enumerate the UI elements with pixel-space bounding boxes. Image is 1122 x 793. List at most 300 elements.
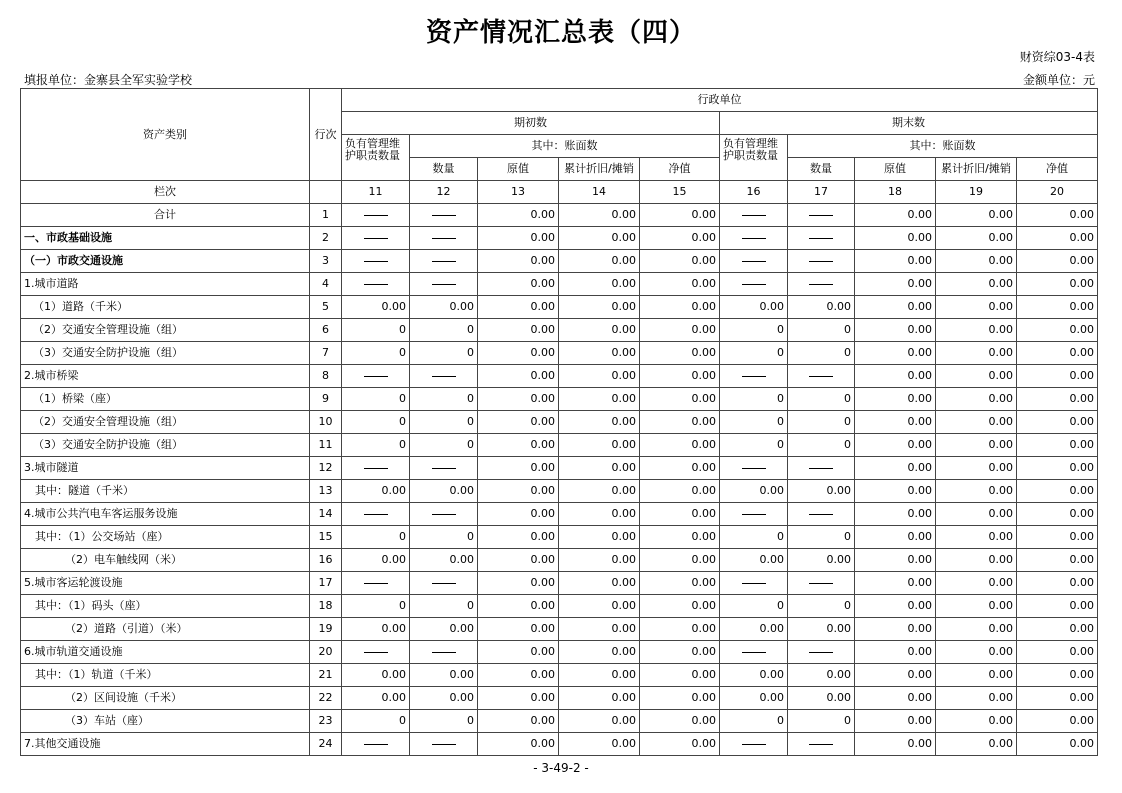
value-cell: 0: [342, 342, 410, 365]
value-cell: 0.00: [936, 641, 1017, 664]
value-cell: 0.00: [559, 687, 640, 710]
value-cell: 0.00: [1017, 664, 1098, 687]
value-cell: 0: [342, 411, 410, 434]
value-cell: 0.00: [855, 549, 936, 572]
value-cell: 0.00: [478, 411, 559, 434]
accum-depr-header-start: 累计折旧/摊销: [559, 158, 640, 181]
not-applicable-cell: [342, 641, 410, 664]
dash-mark: [809, 376, 833, 377]
dash-mark: [809, 468, 833, 469]
value-cell: 0: [410, 319, 478, 342]
asset-category-cell: 一、市政基础设施: [21, 227, 310, 250]
value-cell: 0.00: [855, 296, 936, 319]
row-number-cell: 15: [310, 526, 342, 549]
row-number-cell: 2: [310, 227, 342, 250]
dash-mark: [432, 261, 456, 262]
value-cell: 0.00: [559, 250, 640, 273]
value-cell: 0.00: [936, 664, 1017, 687]
asset-category-cell: 其中：（1）轨道（千米）: [21, 664, 310, 687]
value-cell: 0.00: [936, 457, 1017, 480]
row-number-cell: 10: [310, 411, 342, 434]
value-cell: 0.00: [342, 687, 410, 710]
dash-mark: [432, 514, 456, 515]
not-applicable-cell: [410, 733, 478, 756]
value-cell: 0.00: [640, 641, 720, 664]
value-cell: 0: [788, 526, 855, 549]
dash-mark: [809, 238, 833, 239]
row-number-cell: 9: [310, 388, 342, 411]
not-applicable-cell: [788, 365, 855, 388]
value-cell: 0.00: [478, 204, 559, 227]
value-cell: 0.00: [559, 342, 640, 365]
value-cell: 0.00: [640, 250, 720, 273]
asset-category-cell: 合计: [21, 204, 310, 227]
value-cell: 0.00: [640, 365, 720, 388]
value-cell: 0.00: [1017, 434, 1098, 457]
not-applicable-cell: [342, 273, 410, 296]
asset-category-cell: 1.城市道路: [21, 273, 310, 296]
value-cell: 0.00: [855, 319, 936, 342]
value-cell: 0.00: [478, 549, 559, 572]
asset-category-cell: （2）电车触线网（米）: [21, 549, 310, 572]
value-cell: 0: [720, 342, 788, 365]
row-number-cell: 4: [310, 273, 342, 296]
value-cell: 0.00: [559, 664, 640, 687]
dash-mark: [742, 652, 766, 653]
col-number: 12: [410, 181, 478, 204]
value-cell: 0.00: [855, 618, 936, 641]
value-cell: 0.00: [559, 296, 640, 319]
not-applicable-cell: [720, 365, 788, 388]
book-value-header-end: 其中：账面数: [788, 135, 1098, 158]
value-cell: 0: [720, 411, 788, 434]
value-cell: 0.00: [855, 733, 936, 756]
dash-mark: [432, 238, 456, 239]
col-number: 13: [478, 181, 559, 204]
dash-mark: [742, 261, 766, 262]
value-cell: 0.00: [559, 595, 640, 618]
table-row: [21, 733, 1098, 756]
value-cell: 0.00: [478, 250, 559, 273]
value-cell: 0: [788, 342, 855, 365]
value-cell: 0.00: [478, 687, 559, 710]
asset-category-cell: 7.其他交通设施: [21, 733, 310, 756]
value-cell: 0: [788, 595, 855, 618]
value-cell: 0.00: [855, 503, 936, 526]
row-number-cell: 14: [310, 503, 342, 526]
value-cell: 0.00: [855, 641, 936, 664]
dash-mark: [364, 215, 388, 216]
asset-category-cell: （2）交通安全管理设施（组）: [21, 319, 310, 342]
value-cell: 0: [720, 526, 788, 549]
value-cell: 0: [410, 342, 478, 365]
value-cell: 0.00: [1017, 227, 1098, 250]
value-cell: 0.00: [640, 434, 720, 457]
value-cell: 0.00: [855, 342, 936, 365]
value-cell: 0.00: [342, 480, 410, 503]
value-cell: 0: [342, 526, 410, 549]
value-cell: 0.00: [855, 388, 936, 411]
value-cell: 0.00: [1017, 572, 1098, 595]
value-cell: 0.00: [855, 273, 936, 296]
value-cell: 0: [788, 411, 855, 434]
dash-mark: [742, 514, 766, 515]
dash-mark: [809, 284, 833, 285]
dash-mark: [742, 284, 766, 285]
not-applicable-cell: [410, 457, 478, 480]
not-applicable-cell: [788, 204, 855, 227]
dash-mark: [809, 652, 833, 653]
value-cell: 0.00: [936, 411, 1017, 434]
value-cell: 0.00: [478, 710, 559, 733]
admin-unit-header: 行政单位: [342, 89, 1098, 112]
value-cell: 0.00: [855, 687, 936, 710]
dash-mark: [742, 583, 766, 584]
value-cell: 0.00: [788, 664, 855, 687]
value-cell: 0.00: [410, 480, 478, 503]
dash-mark: [432, 284, 456, 285]
column-label-empty-cell: [310, 181, 342, 204]
table-row: [21, 227, 1098, 250]
value-cell: 0.00: [640, 710, 720, 733]
value-cell: 0: [788, 388, 855, 411]
asset-category-cell: （2）道路（引道）（米）: [21, 618, 310, 641]
value-cell: 0.00: [559, 618, 640, 641]
value-cell: 0.00: [478, 296, 559, 319]
value-cell: 0.00: [720, 664, 788, 687]
table-row: [21, 687, 1098, 710]
value-cell: 0.00: [559, 710, 640, 733]
value-cell: 0.00: [855, 457, 936, 480]
value-cell: 0.00: [559, 641, 640, 664]
value-cell: 0.00: [640, 503, 720, 526]
value-cell: 0.00: [936, 388, 1017, 411]
value-cell: 0.00: [936, 480, 1017, 503]
value-cell: 0.00: [720, 618, 788, 641]
value-cell: 0.00: [855, 411, 936, 434]
value-cell: 0.00: [855, 250, 936, 273]
value-cell: 0.00: [936, 687, 1017, 710]
value-cell: 0.00: [936, 319, 1017, 342]
report-title: 资产情况汇总表（四）: [425, 18, 696, 48]
asset-category-cell: （3）交通安全防护设施（组）: [21, 342, 310, 365]
value-cell: 0.00: [559, 549, 640, 572]
column-label-header: 栏次: [21, 181, 310, 204]
value-cell: 0.00: [1017, 618, 1098, 641]
value-cell: 0: [720, 434, 788, 457]
row-number-cell: 6: [310, 319, 342, 342]
col-number: 15: [640, 181, 720, 204]
row-number-cell: 11: [310, 434, 342, 457]
page-number: - 3-49-2 -: [533, 761, 589, 775]
value-cell: 0.00: [478, 664, 559, 687]
period-start-header: 期初数: [342, 112, 720, 135]
qty-responsible-header-end: 负有管理维护职责数量: [720, 135, 788, 181]
dash-mark: [809, 744, 833, 745]
value-cell: 0.00: [788, 687, 855, 710]
dash-mark: [742, 468, 766, 469]
not-applicable-cell: [410, 227, 478, 250]
value-cell: 0.00: [478, 273, 559, 296]
asset-category-cell: 6.城市轨道交通设施: [21, 641, 310, 664]
value-cell: 0: [720, 319, 788, 342]
value-cell: 0.00: [478, 733, 559, 756]
value-cell: 0.00: [559, 457, 640, 480]
table-row: [21, 549, 1098, 572]
value-cell: 0.00: [410, 549, 478, 572]
row-no-header: 行次: [310, 89, 342, 181]
table-row: [21, 526, 1098, 549]
table-row: [21, 296, 1098, 319]
value-cell: 0.00: [640, 388, 720, 411]
value-cell: 0.00: [1017, 319, 1098, 342]
value-cell: 0: [788, 710, 855, 733]
value-cell: 0: [720, 388, 788, 411]
row-number-cell: 8: [310, 365, 342, 388]
not-applicable-cell: [342, 503, 410, 526]
value-cell: 0.00: [936, 733, 1017, 756]
row-number-cell: 23: [310, 710, 342, 733]
not-applicable-cell: [720, 457, 788, 480]
value-cell: 0.00: [640, 549, 720, 572]
not-applicable-cell: [410, 273, 478, 296]
value-cell: 0.00: [788, 549, 855, 572]
book-value-header-start: 其中：账面数: [410, 135, 720, 158]
row-number-cell: 1: [310, 204, 342, 227]
value-cell: 0.00: [855, 480, 936, 503]
value-cell: 0.00: [855, 526, 936, 549]
value-cell: 0.00: [478, 480, 559, 503]
asset-category-cell: 5.城市客运轮渡设施: [21, 572, 310, 595]
not-applicable-cell: [720, 227, 788, 250]
value-cell: 0.00: [410, 296, 478, 319]
col-number: 17: [788, 181, 855, 204]
asset-category-cell: 3.城市隧道: [21, 457, 310, 480]
not-applicable-cell: [342, 572, 410, 595]
value-cell: 0.00: [478, 227, 559, 250]
value-cell: 0.00: [640, 411, 720, 434]
table-row: [21, 204, 1098, 227]
value-cell: 0.00: [936, 204, 1017, 227]
asset-category-cell: 其中：（1）公交场站（座）: [21, 526, 310, 549]
value-cell: 0.00: [720, 549, 788, 572]
value-cell: 0.00: [559, 526, 640, 549]
value-cell: 0.00: [788, 618, 855, 641]
value-cell: 0.00: [720, 296, 788, 319]
dash-mark: [432, 744, 456, 745]
col-number: 16: [720, 181, 788, 204]
asset-category-cell: （2）交通安全管理设施（组）: [21, 411, 310, 434]
not-applicable-cell: [410, 572, 478, 595]
asset-category-cell: （2）区间设施（千米）: [21, 687, 310, 710]
value-cell: 0.00: [640, 204, 720, 227]
accum-depr-header-end: 累计折旧/摊销: [936, 158, 1017, 181]
row-number-cell: 24: [310, 733, 342, 756]
value-cell: 0.00: [855, 227, 936, 250]
value-cell: 0.00: [1017, 457, 1098, 480]
value-cell: 0.00: [1017, 342, 1098, 365]
value-cell: 0.00: [640, 618, 720, 641]
value-cell: 0.00: [640, 480, 720, 503]
value-cell: 0.00: [1017, 549, 1098, 572]
value-cell: 0.00: [342, 296, 410, 319]
dash-mark: [432, 583, 456, 584]
not-applicable-cell: [342, 204, 410, 227]
value-cell: 0.00: [478, 526, 559, 549]
original-value-header-end: 原值: [855, 158, 936, 181]
value-cell: 0: [410, 434, 478, 457]
row-number-cell: 18: [310, 595, 342, 618]
dash-mark: [432, 376, 456, 377]
value-cell: 0.00: [936, 296, 1017, 319]
value-cell: 0.00: [410, 618, 478, 641]
value-cell: 0.00: [1017, 480, 1098, 503]
value-cell: 0.00: [559, 273, 640, 296]
not-applicable-cell: [788, 641, 855, 664]
not-applicable-cell: [720, 250, 788, 273]
value-cell: 0.00: [936, 503, 1017, 526]
value-cell: 0: [342, 319, 410, 342]
asset-category-cell: 其中：（1）码头（座）: [21, 595, 310, 618]
not-applicable-cell: [342, 457, 410, 480]
not-applicable-cell: [342, 227, 410, 250]
value-cell: 0.00: [478, 319, 559, 342]
value-cell: 0: [720, 595, 788, 618]
not-applicable-cell: [410, 641, 478, 664]
table-row: [21, 595, 1098, 618]
value-cell: 0.00: [640, 273, 720, 296]
not-applicable-cell: [410, 365, 478, 388]
value-cell: 0.00: [559, 365, 640, 388]
not-applicable-cell: [410, 204, 478, 227]
quantity-header-end: 数量: [788, 158, 855, 181]
value-cell: 0: [410, 595, 478, 618]
not-applicable-cell: [788, 227, 855, 250]
value-cell: 0.00: [1017, 733, 1098, 756]
value-cell: 0.00: [788, 296, 855, 319]
not-applicable-cell: [410, 250, 478, 273]
value-cell: 0.00: [559, 480, 640, 503]
value-cell: 0.00: [855, 434, 936, 457]
value-cell: 0.00: [342, 618, 410, 641]
dash-mark: [742, 376, 766, 377]
not-applicable-cell: [720, 273, 788, 296]
value-cell: 0.00: [1017, 296, 1098, 319]
not-applicable-cell: [720, 204, 788, 227]
value-cell: 0: [342, 595, 410, 618]
value-cell: 0.00: [855, 595, 936, 618]
dash-mark: [364, 744, 388, 745]
dash-mark: [432, 652, 456, 653]
asset-summary-table: [20, 88, 1098, 756]
value-cell: 0: [342, 388, 410, 411]
dash-mark: [809, 583, 833, 584]
quantity-header-start: 数量: [410, 158, 478, 181]
value-cell: 0.00: [559, 388, 640, 411]
asset-category-cell: （3）车站（座）: [21, 710, 310, 733]
not-applicable-cell: [720, 503, 788, 526]
value-cell: 0.00: [936, 342, 1017, 365]
value-cell: 0.00: [936, 618, 1017, 641]
value-cell: 0.00: [936, 710, 1017, 733]
table-row: [21, 664, 1098, 687]
value-cell: 0.00: [640, 457, 720, 480]
value-cell: 0.00: [478, 503, 559, 526]
table-row: [21, 342, 1098, 365]
value-cell: 0: [410, 710, 478, 733]
value-cell: 0.00: [936, 365, 1017, 388]
value-cell: 0.00: [855, 710, 936, 733]
not-applicable-cell: [342, 365, 410, 388]
not-applicable-cell: [788, 250, 855, 273]
value-cell: 0.00: [559, 733, 640, 756]
value-cell: 0: [788, 434, 855, 457]
asset-category-cell: 2.城市桥梁: [21, 365, 310, 388]
value-cell: 0.00: [559, 204, 640, 227]
value-cell: 0.00: [410, 664, 478, 687]
value-cell: 0.00: [1017, 641, 1098, 664]
asset-category-cell: （1）道路（千米）: [21, 296, 310, 319]
dash-mark: [432, 468, 456, 469]
value-cell: 0.00: [720, 480, 788, 503]
value-cell: 0.00: [559, 572, 640, 595]
value-cell: 0: [342, 710, 410, 733]
value-cell: 0.00: [1017, 365, 1098, 388]
dash-mark: [742, 744, 766, 745]
value-cell: 0.00: [559, 411, 640, 434]
not-applicable-cell: [342, 250, 410, 273]
value-cell: 0.00: [1017, 595, 1098, 618]
value-cell: 0.00: [1017, 411, 1098, 434]
net-value-header-end: 净值: [1017, 158, 1098, 181]
value-cell: 0.00: [559, 503, 640, 526]
asset-category-cell: 4.城市公共汽电车客运服务设施: [21, 503, 310, 526]
asset-category-header: 资产类别: [21, 89, 310, 181]
value-cell: 0.00: [640, 342, 720, 365]
dash-mark: [432, 215, 456, 216]
value-cell: 0.00: [855, 204, 936, 227]
value-cell: 0.00: [559, 319, 640, 342]
row-number-cell: 16: [310, 549, 342, 572]
not-applicable-cell: [788, 733, 855, 756]
value-cell: 0.00: [1017, 710, 1098, 733]
filing-unit: 填报单位：金寨县全军实验学校: [24, 73, 193, 87]
value-cell: 0.00: [1017, 503, 1098, 526]
value-cell: 0.00: [640, 733, 720, 756]
value-cell: 0.00: [1017, 250, 1098, 273]
row-number-cell: 5: [310, 296, 342, 319]
col-number: 19: [936, 181, 1017, 204]
value-cell: 0.00: [1017, 388, 1098, 411]
dash-mark: [364, 238, 388, 239]
value-cell: 0.00: [855, 572, 936, 595]
table-row: [21, 503, 1098, 526]
dash-mark: [364, 652, 388, 653]
not-applicable-cell: [410, 503, 478, 526]
table-row: [21, 365, 1098, 388]
table-row: [21, 457, 1098, 480]
value-cell: 0.00: [1017, 526, 1098, 549]
row-number-cell: 7: [310, 342, 342, 365]
value-cell: 0.00: [640, 595, 720, 618]
value-cell: 0.00: [640, 227, 720, 250]
table-row: [21, 480, 1098, 503]
dash-mark: [364, 514, 388, 515]
value-cell: 0.00: [855, 365, 936, 388]
value-cell: 0.00: [936, 434, 1017, 457]
col-number: 20: [1017, 181, 1098, 204]
dash-mark: [809, 514, 833, 515]
